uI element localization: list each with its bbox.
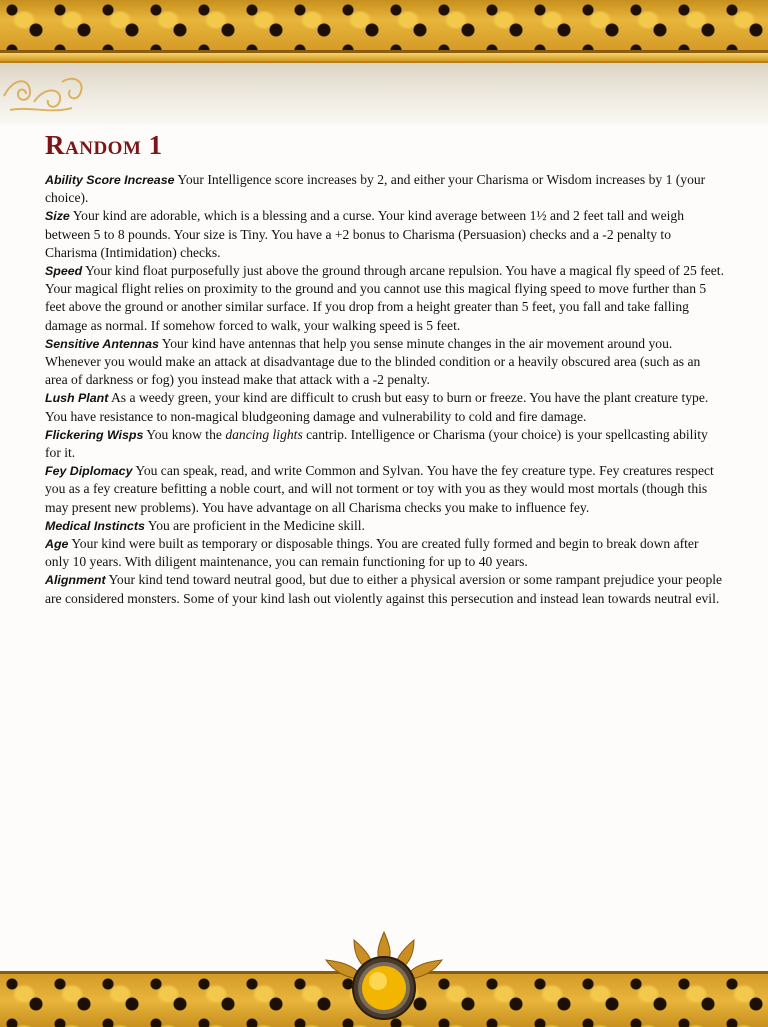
entry-text: Your kind float purposefully just above the ground through arcane repulsion. You have a magical fly speed of 25 feet. Your magical flight relies on proximity to the ground and you cannot use this magical flying speed to move further than 5 feet above the ground or another similar surface. If you drop from a height greater than 5 feet, you fall and take falling damage as normal. If somehow forced to walk, your walking speed is 5 feet. — [45, 263, 724, 333]
entry-italic-spell: dancing lights — [225, 426, 303, 442]
entry-size — [45, 207, 725, 262]
entry-lush-plant — [45, 389, 725, 425]
header-parchment — [0, 63, 768, 125]
entry-term: Lush Plant — [45, 391, 109, 406]
entry-text: As a weedy green, your kind are difficult to crush but easy to burn or freeze. You have the plant creature type. You have resistance to non-magical bludgeoning damage and vulnerability to cold and fire damage. — [45, 390, 709, 424]
entry-medical-instincts — [45, 517, 725, 535]
entry-term: Sensitive Antennas — [45, 336, 159, 351]
sun-medallion-icon — [308, 926, 460, 1024]
main-content — [45, 130, 725, 608]
entry-term: Speed — [45, 264, 83, 279]
entry-text: You are proficient in the Medicine skill. — [144, 517, 365, 533]
entry-term: Size — [45, 209, 70, 224]
top-damask-border — [0, 0, 768, 53]
entry-age — [45, 535, 725, 571]
entry-speed — [45, 262, 725, 335]
entry-term: Medical Instincts — [45, 518, 145, 533]
entry-term: Fey Diplomacy — [45, 464, 133, 479]
entry-term: Age — [45, 537, 69, 552]
entry-term: Ability Score Increase — [45, 173, 175, 187]
entry-text: Your kind tend toward neutral good, but due to either a physical aversion or some rampant prejudice your people are considered monsters. Some of your kind lash out violently against this persecution and instead lean towards neutral evil. — [45, 572, 723, 606]
entry-ability-score-increase — [45, 171, 725, 207]
entry-text-continued: cantrip. Intelligence or Charisma (your choice) is your spellcasting ability for it. — [45, 426, 708, 461]
page-title: Random 1 — [45, 130, 163, 160]
entry-text: You know the — [143, 426, 226, 442]
entry-sensitive-antennas — [45, 335, 725, 390]
entry-text: You can speak, read, and write Common and Sylvan. You have the fey creature type. Fey creatures respect you as a fey creature befitting a noble court, and will not torment or toy with you as they would most mortals (though this may present new problems). You have advantage on all Charisma checks you make to influence fey. — [45, 463, 714, 515]
header-gold-stripe — [0, 53, 768, 63]
entry-fey-diplomacy — [45, 462, 725, 517]
entry-text: Your kind have antennas that help you sense minute changes in the air movement around you. Whenever you would make an attack at disadvantage due to the blinded condition or a heavily obscured area (such as an area of darkness or fog) you instead make that attack with a -2 penalty. — [45, 335, 701, 388]
entry-text: Your kind were built as temporary or disposable things. You are created fully formed and begin to break down after only 10 years. With diligent maintenance, you can remain functioning for up to 40 years. — [45, 536, 699, 570]
entry-term: Flickering Wisps — [45, 427, 144, 442]
entry-term: Alignment — [45, 573, 106, 588]
entry-text: Your Intelligence score increases by 2, and either your Charisma or Wisdom increases by 1 (your choice). — [45, 172, 706, 206]
entry-text: Your kind are adorable, which is a blessing and a curse. Your kind average between 1½ and 2 feet tall and weigh between 5 to 8 pounds. Your size is Tiny. You have a +2 bonus to Charisma (Persuasion) checks and a -2 penalty to Charisma (Intimidation) checks. — [45, 208, 684, 260]
corner-swirl-icon — [0, 66, 90, 118]
entries-list — [45, 171, 725, 608]
entry-flickering-wisps — [45, 426, 725, 462]
entry-alignment — [45, 571, 725, 607]
